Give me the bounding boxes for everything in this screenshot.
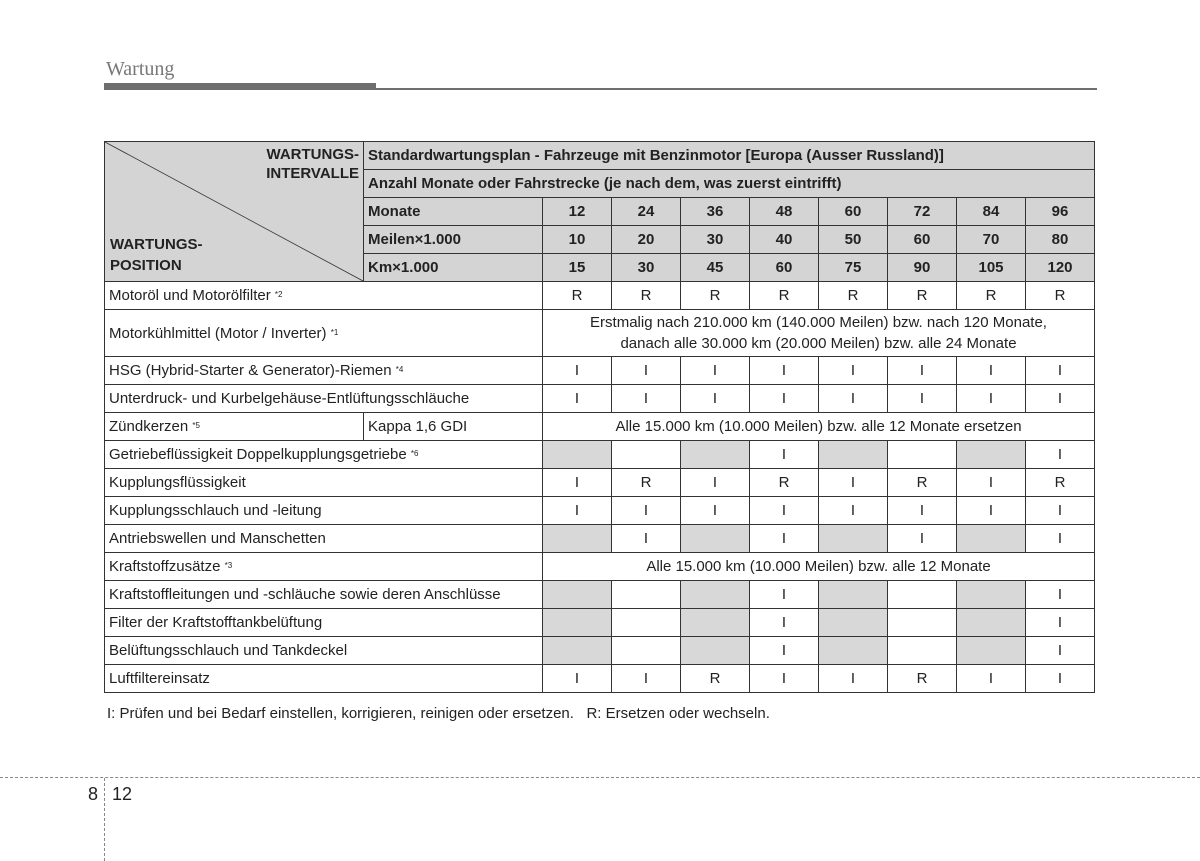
item-label-text: Kraftstoffleitungen und -schläuche sowie deren Anschlüsse — [109, 586, 501, 603]
schedule-cell — [957, 637, 1026, 665]
schedule-cell: R — [888, 282, 957, 310]
schedule-cell — [612, 581, 681, 609]
schedule-cell — [888, 609, 957, 637]
schedule-cell: R — [543, 282, 612, 310]
schedule-cell: I — [957, 665, 1026, 693]
schedule-cell — [957, 525, 1026, 553]
schedule-cell: I — [750, 525, 819, 553]
interval-value: 20 — [612, 226, 681, 254]
schedule-cell: R — [612, 282, 681, 310]
item-label-text: Kupplungsflüssigkeit — [109, 474, 246, 491]
schedule-cell: R — [681, 282, 750, 310]
page-header-title: Wartung — [106, 58, 175, 80]
schedule-cell: I — [681, 469, 750, 497]
corner-cell — [105, 142, 364, 282]
schedule-cell: I — [543, 665, 612, 693]
schedule-cell: I — [1026, 385, 1095, 413]
schedule-cell — [612, 637, 681, 665]
interval-value: 60 — [750, 254, 819, 282]
item-label-text: Getriebeflüssigkeit Doppelkupplungsgetriebe — [109, 446, 407, 463]
schedule-cell: I — [543, 385, 612, 413]
schedule-cell — [957, 441, 1026, 469]
item-label — [105, 609, 543, 637]
interval-label: Km×1.000 — [364, 254, 543, 282]
section-number: 8 — [88, 784, 99, 804]
interval-span-text: Alle 15.000 km (10.000 Meilen) bzw. alle 12 Monate ersetzen — [543, 413, 1095, 441]
interval-value: 50 — [819, 226, 888, 254]
interval-value: 84 — [957, 198, 1026, 226]
interval-value: 24 — [612, 198, 681, 226]
schedule-cell — [543, 525, 612, 553]
schedule-cell: I — [819, 357, 888, 385]
schedule-cell: I — [1026, 609, 1095, 637]
schedule-cell: I — [957, 357, 1026, 385]
schedule-cell: I — [957, 385, 1026, 413]
item-label — [105, 665, 543, 693]
schedule-cell — [681, 441, 750, 469]
header-rule-thin — [376, 88, 1097, 90]
schedule-cell: I — [750, 497, 819, 525]
schedule-cell: I — [1026, 637, 1095, 665]
footer-dashed-divider — [104, 778, 105, 861]
footnote-marker: *6 — [410, 449, 419, 458]
schedule-cell — [888, 581, 957, 609]
item-label — [105, 385, 543, 413]
table-row — [105, 637, 1095, 665]
maintenance-schedule-table — [104, 141, 1095, 693]
schedule-cell: R — [1026, 469, 1095, 497]
schedule-cell: I — [750, 357, 819, 385]
schedule-title: Standardwartungsplan - Fahrzeuge mit Benzinmotor [Europa (Ausser Russland)] — [364, 142, 1095, 170]
item-label — [105, 282, 543, 310]
schedule-cell: I — [612, 497, 681, 525]
item-label — [105, 469, 543, 497]
schedule-cell: I — [957, 497, 1026, 525]
schedule-cell — [819, 637, 888, 665]
interval-value: 96 — [1026, 198, 1095, 226]
schedule-cell — [612, 609, 681, 637]
schedule-cell: I — [888, 385, 957, 413]
item-label — [105, 413, 364, 441]
schedule-cell — [681, 637, 750, 665]
footnote-marker: *5 — [192, 421, 200, 430]
schedule-cell: I — [543, 497, 612, 525]
interval-value: 60 — [819, 198, 888, 226]
interval-value: 36 — [681, 198, 750, 226]
item-label-text: Kupplungsschlauch und -leitung — [109, 502, 322, 519]
footnote-marker: *4 — [395, 365, 404, 374]
schedule-cell: I — [888, 525, 957, 553]
schedule-cell — [612, 441, 681, 469]
table-row — [105, 581, 1095, 609]
page-number: 12 — [112, 784, 133, 804]
schedule-cell: I — [612, 357, 681, 385]
item-label — [105, 637, 543, 665]
table-row — [105, 357, 1095, 385]
schedule-cell: I — [543, 469, 612, 497]
footnote-marker: *2 — [274, 290, 283, 299]
corner-bottom-label: WARTUNGS- POSITION — [110, 236, 203, 274]
item-label-text: Motoröl und Motorölfilter — [109, 287, 271, 304]
interval-value: 60 — [888, 226, 957, 254]
schedule-cell: I — [819, 665, 888, 693]
schedule-cell: I — [681, 385, 750, 413]
interval-value: 72 — [888, 198, 957, 226]
schedule-cell: I — [1026, 525, 1095, 553]
item-label-text: Filter der Kraftstofftankbelüftung — [109, 614, 323, 631]
item-label-text: Unterdruck- und Kurbelgehäuse-Entlüftungsschläuche — [109, 390, 470, 407]
interval-value: 105 — [957, 254, 1026, 282]
schedule-cell — [957, 609, 1026, 637]
schedule-cell — [819, 441, 888, 469]
table-row — [105, 282, 1095, 310]
schedule-cell: R — [957, 282, 1026, 310]
schedule-cell: R — [750, 282, 819, 310]
schedule-cell: I — [612, 525, 681, 553]
interval-value: 120 — [1026, 254, 1095, 282]
interval-value: 10 — [543, 226, 612, 254]
schedule-cell: I — [543, 357, 612, 385]
footer-dashed-rule — [0, 777, 1200, 778]
item-label-text: Motorkühlmittel (Motor / Inverter) — [109, 324, 327, 342]
item-label — [105, 553, 543, 581]
schedule-cell: I — [750, 609, 819, 637]
schedule-cell — [819, 581, 888, 609]
interval-value: 40 — [750, 226, 819, 254]
schedule-cell: R — [888, 665, 957, 693]
interval-value: 80 — [1026, 226, 1095, 254]
item-label — [105, 497, 543, 525]
schedule-cell: I — [888, 357, 957, 385]
item-label — [105, 441, 543, 469]
item-label — [105, 525, 543, 553]
item-label — [105, 310, 543, 357]
schedule-cell: I — [750, 665, 819, 693]
schedule-cell: I — [750, 441, 819, 469]
item-label-text: Luftfiltereinsatz — [109, 670, 210, 687]
schedule-cell: R — [888, 469, 957, 497]
schedule-subtitle: Anzahl Monate oder Fahrstrecke (je nach dem, was zuerst eintrifft) — [364, 170, 1095, 198]
table-row — [105, 310, 1095, 357]
table-row — [105, 665, 1095, 693]
interval-value: 45 — [681, 254, 750, 282]
schedule-cell — [543, 609, 612, 637]
interval-value: 12 — [543, 198, 612, 226]
corner-top-label: WARTUNGS- INTERVALLE — [266, 146, 359, 182]
interval-value: 30 — [612, 254, 681, 282]
interval-span-text: Alle 15.000 km (10.000 Meilen) bzw. alle 12 Monate — [543, 553, 1095, 581]
schedule-cell: R — [750, 469, 819, 497]
item-label-text: Kraftstoffzusätze — [109, 558, 221, 575]
table-row — [105, 469, 1095, 497]
schedule-cell: I — [750, 637, 819, 665]
schedule-cell — [819, 609, 888, 637]
schedule-cell — [543, 441, 612, 469]
interval-value: 75 — [819, 254, 888, 282]
schedule-cell — [957, 581, 1026, 609]
interval-value: 70 — [957, 226, 1026, 254]
table-row — [105, 553, 1095, 581]
item-label-text: Antriebswellen und Manschetten — [109, 530, 326, 547]
schedule-cell: I — [681, 357, 750, 385]
legend-text: I: Prüfen und bei Bedarf einstellen, korrigieren, reinigen oder ersetzen. R: Ersetzen oder wechseln. — [107, 705, 770, 722]
schedule-cell: I — [1026, 497, 1095, 525]
interval-value: 48 — [750, 198, 819, 226]
schedule-cell: I — [612, 385, 681, 413]
schedule-cell: I — [681, 497, 750, 525]
item-label — [105, 581, 543, 609]
schedule-cell: R — [1026, 282, 1095, 310]
header-row-title — [105, 142, 1095, 170]
schedule-cell: I — [750, 385, 819, 413]
schedule-cell: I — [612, 665, 681, 693]
table-row — [105, 609, 1095, 637]
table-row — [105, 497, 1095, 525]
schedule-cell: R — [612, 469, 681, 497]
schedule-cell: I — [819, 497, 888, 525]
schedule-cell — [888, 441, 957, 469]
schedule-cell: I — [1026, 357, 1095, 385]
item-label-text: Zündkerzen — [109, 418, 189, 435]
interval-value: 90 — [888, 254, 957, 282]
schedule-cell — [681, 609, 750, 637]
schedule-cell: I — [819, 469, 888, 497]
interval-label: Meilen×1.000 — [364, 226, 543, 254]
footnote-marker: *3 — [224, 561, 233, 570]
item-label-text: HSG (Hybrid-Starter & Generator)-Riemen — [109, 362, 392, 379]
schedule-cell: R — [819, 282, 888, 310]
interval-span-text: Erstmalig nach 210.000 km (140.000 Meilen) bzw. nach 120 Monate, danach alle 30.000 km (20.000 Meilen) bzw. alle 24 Monate — [543, 310, 1095, 357]
schedule-cell: I — [750, 581, 819, 609]
table-row — [105, 441, 1095, 469]
schedule-cell — [543, 581, 612, 609]
schedule-cell: I — [888, 497, 957, 525]
schedule-cell: I — [957, 469, 1026, 497]
item-label — [105, 357, 543, 385]
table-row — [105, 525, 1095, 553]
interval-value: 15 — [543, 254, 612, 282]
schedule-cell: I — [1026, 665, 1095, 693]
item-label-text: Belüftungsschlauch und Tankdeckel — [109, 642, 348, 659]
schedule-cell: I — [1026, 581, 1095, 609]
schedule-cell — [681, 581, 750, 609]
interval-value: 30 — [681, 226, 750, 254]
footnote-marker: *1 — [330, 327, 339, 337]
schedule-cell — [681, 525, 750, 553]
schedule-cell — [819, 525, 888, 553]
table-row — [105, 413, 1095, 441]
schedule-cell: R — [681, 665, 750, 693]
schedule-cell: I — [1026, 441, 1095, 469]
item-sublabel: Kappa 1,6 GDI — [364, 413, 543, 441]
table-row — [105, 385, 1095, 413]
interval-label: Monate — [364, 198, 543, 226]
schedule-cell — [888, 637, 957, 665]
header-rule-thick — [104, 83, 376, 90]
schedule-cell: I — [819, 385, 888, 413]
schedule-cell — [543, 637, 612, 665]
